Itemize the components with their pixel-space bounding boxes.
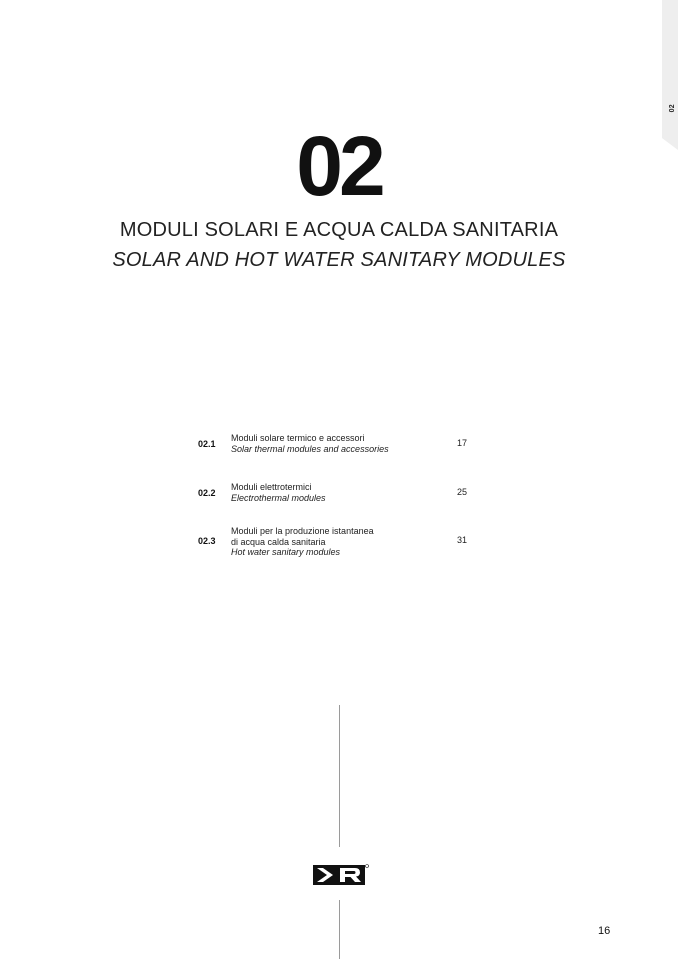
toc-entry-page: 17: [457, 438, 468, 448]
toc-entry-number: 02.3: [198, 536, 216, 546]
sr-logo-graphic: [313, 862, 369, 888]
toc-entry-title-en: Hot water sanitary modules: [231, 547, 341, 557]
toc-entry-title-it: Moduli solare termico e accessori: [231, 433, 365, 443]
vertical-divider-bottom: [339, 900, 340, 959]
toc-entry-number: 02.2: [198, 488, 216, 498]
toc-entry-title-en: Electrothermal modules: [231, 492, 326, 503]
page-number: 16: [598, 925, 611, 937]
toc-entry-page: 31: [457, 535, 468, 545]
toc-entry-title-it-line-2: di acqua calda sanitaria: [231, 536, 326, 547]
toc-entry-title-en: Solar thermal modules and accessories: [231, 443, 389, 454]
vertical-divider-top: [339, 705, 340, 847]
toc-entry-number: 02.1: [198, 439, 216, 449]
toc-entry-title-it: Moduli per la produzione istantanea: [231, 526, 374, 536]
toc-entry-title: [231, 433, 431, 454]
toc-entry-page: 25: [457, 487, 468, 497]
toc-entry-title: [231, 526, 431, 558]
chapter-title: MODULI SOLARI E ACQUA CALDA SANITARIA: [119, 219, 559, 241]
sr-brand-logo-icon: [313, 862, 369, 888]
toc-entry-title-it: Moduli elettrotermici: [231, 482, 312, 492]
toc-entry-title: [231, 482, 431, 503]
chapter-subtitle: SOLAR AND HOT WATER SANITARY MODULES: [112, 249, 566, 271]
side-tab-label: 02: [669, 104, 676, 113]
chapter-number: 02: [296, 119, 382, 213]
